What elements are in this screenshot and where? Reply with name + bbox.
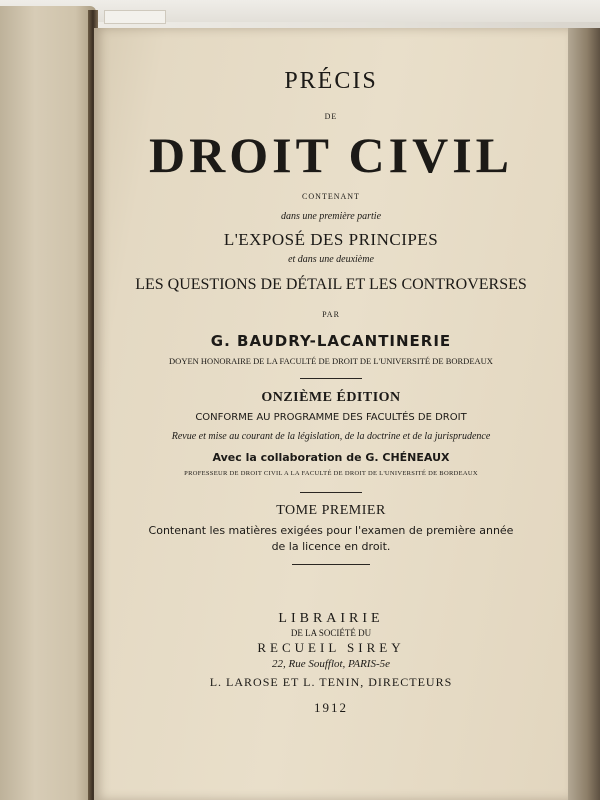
spine-label-strip — [104, 10, 166, 24]
contenu-line-1: Contenant les matières exigées pour l'examen de première année — [148, 524, 514, 537]
societe-text: DE LA SOCIÉTÉ DU — [290, 628, 372, 638]
contenu-line-2: de la licence en droit. — [271, 540, 391, 553]
deuxieme-text: et dans une deuxième — [288, 254, 374, 265]
par-word: PAR — [322, 310, 340, 319]
librairie-heading: LIBRAIRIE — [278, 611, 384, 626]
tome-heading: TOME PREMIER — [276, 503, 386, 518]
address-text: 22, Rue Soufflot, PARIS-5e — [271, 658, 391, 670]
contenant-word: CONTENANT — [302, 192, 360, 201]
collaborator-title: PROFESSEUR DE DROIT CIVIL A LA FACULTÉ DE DROIT DE L'UNIVERSITÉ DE BORDEAUX — [184, 470, 478, 477]
main-title: DROIT CIVIL — [149, 127, 513, 183]
divider-rule — [292, 564, 370, 565]
revue-text: Revue et mise au courant de la législation, de la doctrine et de la jurisprudence — [171, 431, 491, 442]
left-page — [0, 6, 96, 800]
right-cover-edge — [568, 28, 600, 800]
questions-heading: LES QUESTIONS DE DÉTAIL ET LES CONTROVERSES — [135, 276, 527, 293]
conforme-text: CONFORME AU PROGRAMME DES FACULTÉS DE DROIT — [195, 412, 467, 423]
recueil-heading: RECUEIL SIREY — [257, 640, 405, 655]
premiere-partie-text: dans une première partie — [280, 211, 382, 222]
divider-rule — [300, 378, 362, 379]
title-page — [94, 28, 568, 800]
precis-heading: PRÉCIS — [284, 68, 378, 94]
de-word: DE — [324, 112, 338, 121]
directors-text: L. LAROSE ET L. TENIN, DIRECTEURS — [209, 675, 453, 689]
author-name: G. BAUDRY-LACANTINERIE — [210, 332, 452, 350]
divider-rule — [300, 492, 362, 493]
collaboration-text: Avec la collaboration de G. CHÉNEAUX — [212, 451, 450, 464]
publication-year: 1912 — [314, 700, 348, 715]
author-title: DOYEN HONORAIRE DE LA FACULTÉ DE DROIT DE L'UNIVERSITÉ DE BORDEAUX — [169, 356, 493, 366]
edition-heading: ONZIÈME ÉDITION — [261, 390, 401, 405]
expose-heading: L'EXPOSÉ DES PRINCIPES — [223, 230, 439, 249]
